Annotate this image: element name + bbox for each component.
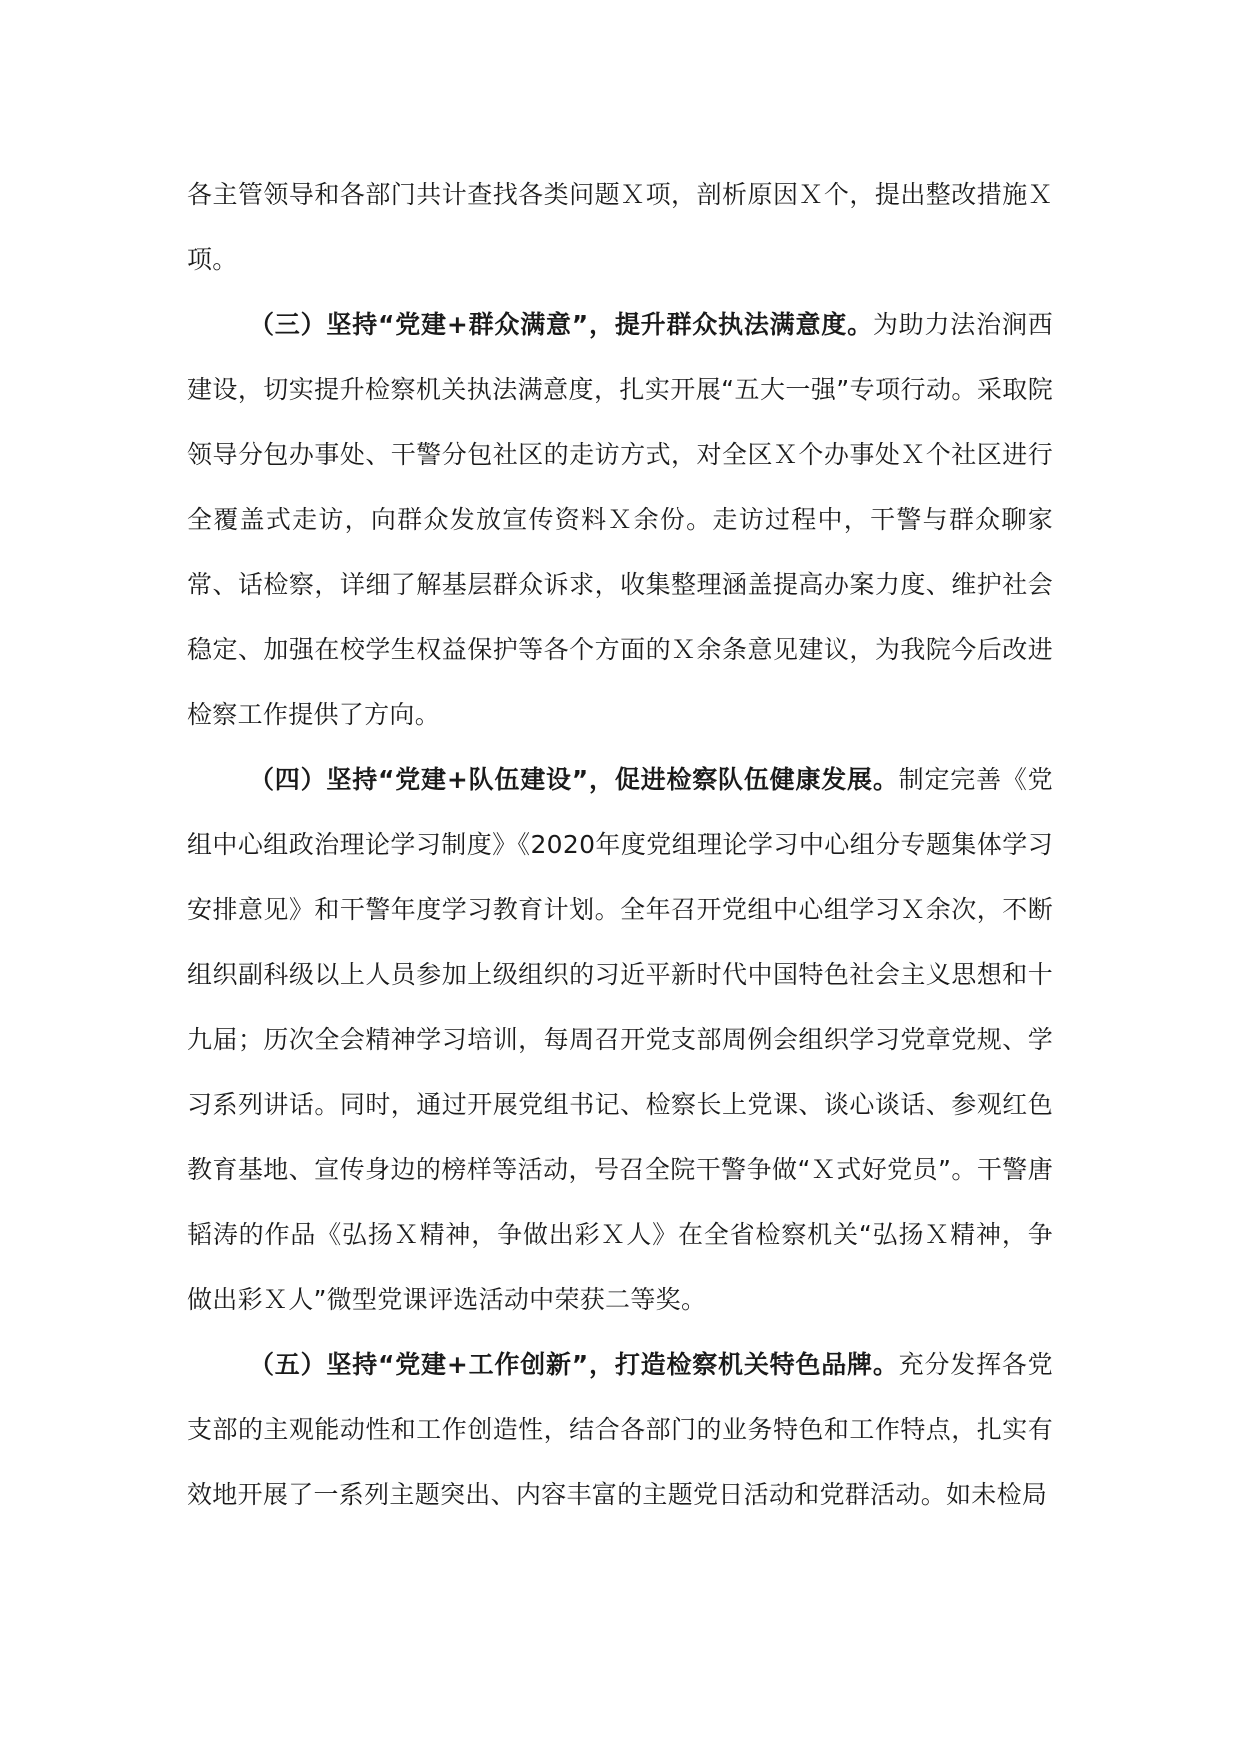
- section-four-heading: （四）坚持“党建+队伍建设”，促进检察队伍健康发展。: [249, 765, 899, 794]
- section-three-body: 为助力法治涧西建设，切实提升检察机关执法满意度，扎实开展“五大一强”专项行动。采取院领导分包办事处、干警分包社区的走访方式，对全区Ｘ个办事处Ｘ个社区进行全覆盖式走访，向群众发放宣传资料Ｘ余份。走访过程中，干警与群众聊家常、话检察，详细了解基层群众诉求，收集整理涵盖提高办案力度、维护社会稳定、加强在校学生权益保护等各个方面的Ｘ余条意见建议，为我院今后改进检察工作提供了方向。: [187, 310, 1053, 729]
- paragraph-section-five: [187, 1332, 1053, 1527]
- paragraph-continued: [187, 162, 1053, 292]
- section-three-heading: （三）坚持“党建+群众满意”，提升群众执法满意度。: [249, 310, 873, 339]
- section-five-body: 充分发挥各党支部的主观能动性和工作创造性，结合各部门的业务特色和工作特点，扎实有效地开展了一系列主题突出、内容丰富的主题党日活动和党群活动。如未检局: [187, 1350, 1053, 1509]
- section-four-body: 制定完善《党组中心组政治理论学习制度》《2020年度党组理论学习中心组分专题集体学习安排意见》和干警年度学习教育计划。全年召开党组中心组学习Ｘ余次，不断组织副科级以上人员参加上级组织的习近平新时代中国特色社会主义思想和十九届；历次全会精神学习培训，每周召开党支部周例会组织学习党章党规、学习系列讲话。同时，通过开展党组书记、检察长上党课、谈心谈话、参观红色教育基地、宣传身边的榜样等活动，号召全院干警争做“Ｘ式好党员”。干警唐韬涛的作品《弘扬Ｘ精神，争做出彩Ｘ人》在全省检察机关“弘扬Ｘ精神，争做出彩Ｘ人”微型党课评选活动中荣获二等奖。: [187, 765, 1053, 1314]
- paragraph-section-four: [187, 747, 1053, 1332]
- document-page: [187, 162, 1053, 1527]
- paragraph-continued-body: 各主管领导和各部门共计查找各类问题Ｘ项，剖析原因Ｘ个，提出整改措施Ｘ项。: [187, 180, 1053, 274]
- paragraph-section-three: [187, 292, 1053, 747]
- section-five-heading: （五）坚持“党建+工作创新”，打造检察机关特色品牌。: [249, 1350, 899, 1379]
